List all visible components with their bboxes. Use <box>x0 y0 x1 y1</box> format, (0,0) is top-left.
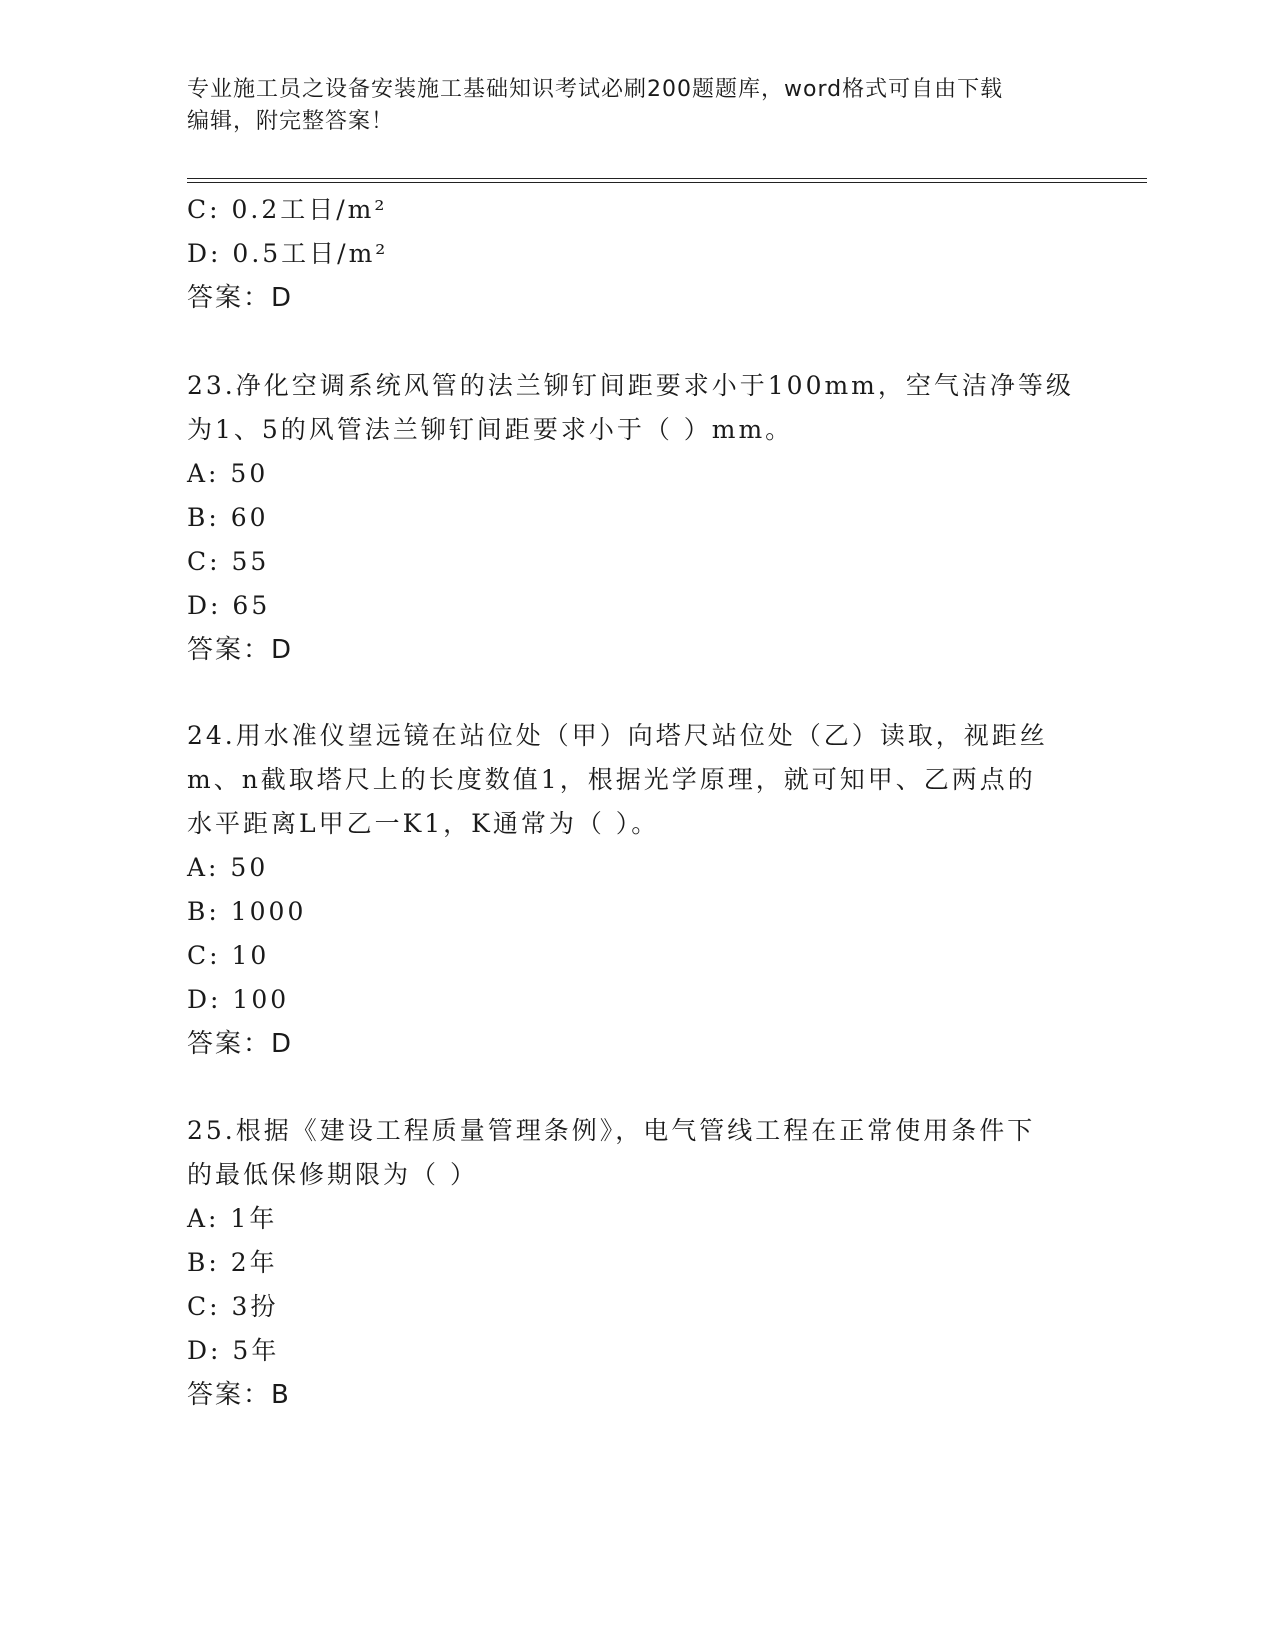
q25-stem-line-1: 25.根据《建设工程质量管理条例》，电气管线工程在正常使用条件下 <box>187 1116 1036 1145</box>
q23-option-d: D: 65 <box>187 591 271 620</box>
q24-option-b: B: 1000 <box>187 897 307 926</box>
q23-stem-line-2: 为1、5的风管法兰铆钉间距要求小于（ ）mm。 <box>187 415 794 444</box>
q23-option-a: A: 50 <box>187 459 269 488</box>
q25-option-c: C: 3扮 <box>187 1292 279 1321</box>
header-divider-bottom <box>187 182 1147 183</box>
q23-answer: 答案：D <box>187 635 294 665</box>
document-header <box>187 74 1087 138</box>
q23-stem-line-1: 23.净化空调系统风管的法兰铆钉间距要求小于100mm，空气洁净等级 <box>187 371 1074 400</box>
q22-option-d: D: 0.5工日/m² <box>187 239 389 268</box>
q24-option-c: C: 10 <box>187 941 270 970</box>
q24-option-a: A: 50 <box>187 853 269 882</box>
q23-option-b: B: 60 <box>187 503 269 532</box>
header-divider-top <box>187 178 1147 179</box>
q25-option-a: A: 1年 <box>187 1204 278 1233</box>
q23-option-c: C: 55 <box>187 547 270 576</box>
header-line-1: 专业施工员之设备安装施工基础知识考试必刷200题题库，word格式可自由下载 <box>187 77 1004 102</box>
header-line-2: 编辑，附完整答案！ <box>187 109 395 134</box>
q25-answer: 答案：B <box>187 1380 291 1410</box>
q22-option-c: C: 0.2工日/m² <box>187 195 388 224</box>
q24-answer: 答案：D <box>187 1029 294 1059</box>
q24-stem-line-1: 24.用水准仪望远镜在站位处（甲）向塔尺站位处（乙）读取，视距丝 <box>187 721 1048 750</box>
q24-option-d: D: 100 <box>187 985 290 1014</box>
q25-option-b: B: 2年 <box>187 1248 278 1277</box>
q24-stem-line-3: 水平距离L甲乙一K1，K通常为（ ）。 <box>187 809 660 838</box>
q25-stem-line-2: 的最低保修期限为（ ） <box>187 1160 478 1189</box>
q22-answer: 答案：D <box>187 283 294 313</box>
q24-stem-line-2: m、n截取塔尺上的长度数值1，根据光学原理，就可知甲、乙两点的 <box>187 765 1036 794</box>
q25-option-d: D: 5年 <box>187 1336 280 1365</box>
